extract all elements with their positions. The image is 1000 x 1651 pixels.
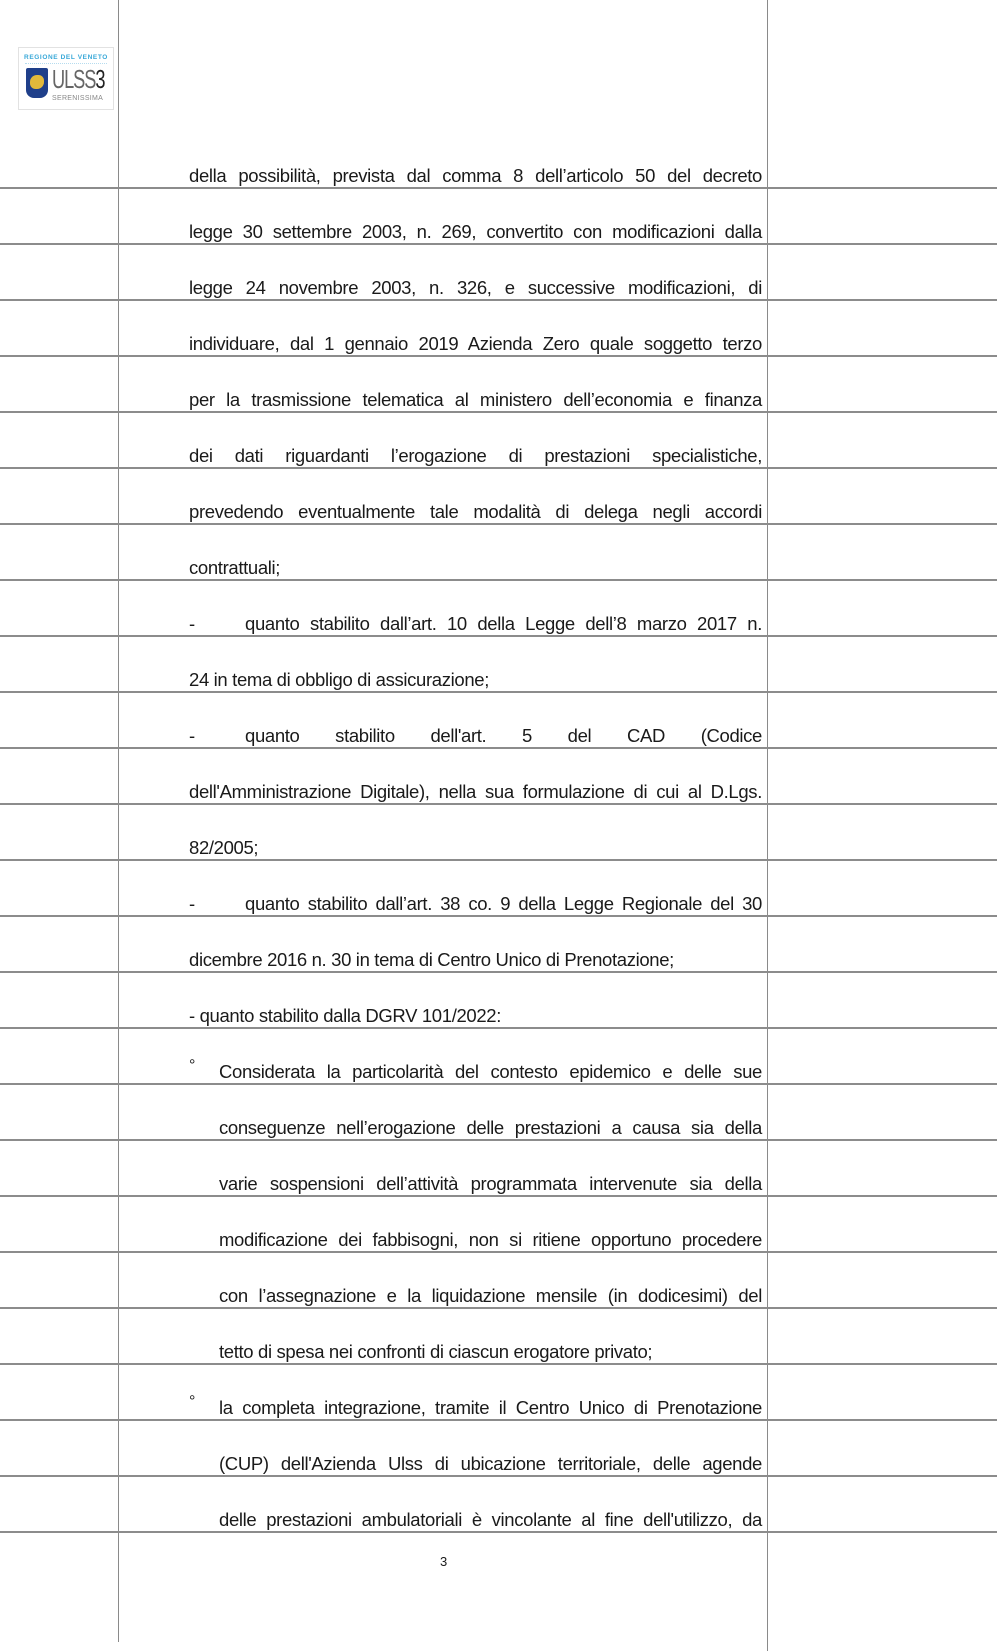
text-line: 24 in tema di obbligo di assicurazione; [189,669,490,690]
page-number: 3 [440,1554,448,1569]
lion-of-st-mark-icon [26,68,48,98]
list-dash: - [189,893,195,914]
text-line: legge 24 novembre 2003, n. 326, e successive modificazioni, di [189,277,762,298]
text-line: dell'Amministrazione Digitale), nella sua formulazione di cui al D.Lgs. [189,781,762,802]
text-line: 82/2005; [189,837,259,858]
logo-number: 3 [95,64,105,94]
left-margin-line [118,0,119,1642]
ulss3-logo [18,47,114,110]
text-line: dicembre 2016 n. 30 in tema di Centro Unico di Prenotazione; [189,949,674,970]
text-line: - quanto stabilito dell'art. 5 del CAD (Codice [189,725,762,746]
text-line: - quanto stabilito dall’art. 10 della Legge dell’8 marzo 2017 n. [189,613,762,634]
logo-name-text: ULSS [52,64,96,94]
text-line: per la trasmissione telematica al ministero dell’economia e finanza [189,389,762,410]
text-line: con l’assegnazione e la liquidazione mensile (in dodicesimi) del [219,1285,762,1306]
logo-name [52,64,104,95]
text-line: contrattuali; [189,557,281,578]
text-line: dei dati riguardanti l’erogazione di prestazioni specialistiche, [189,445,762,466]
text-line: la completa integrazione, tramite il Centro Unico di Prenotazione [219,1397,762,1418]
text-line: modificazione dei fabbisogni, non si ritiene opportuno procedere [219,1229,762,1250]
text-line: tetto di spesa nei confronti di ciascun erogatore privato; [219,1341,653,1362]
logo-region-text: REGIONE DEL VENETO [24,54,108,61]
list-dash: - [189,725,195,746]
right-margin-line [767,0,768,1651]
text-line: delle prestazioni ambulatoriali è vincolante al fine dell'utilizzo, da [219,1509,762,1530]
text-line: - quanto stabilito dall’art. 38 co. 9 della Legge Regionale del 30 [189,893,762,914]
text-line: prevedendo eventualmente tale modalità di delega negli accordi [189,501,762,522]
bullet-marker: ° [189,1393,196,1410]
text-line: Considerata la particolarità del contesto epidemico e delle sue [219,1061,762,1082]
list-dash: - [189,613,195,634]
bullet-marker: ° [189,1057,196,1074]
text-line: della possibilità, prevista dal comma 8 dell’articolo 50 del decreto [189,165,762,186]
text-line: conseguenze nell’erogazione delle prestazioni a causa sia della [219,1117,762,1138]
text-line: varie sospensioni dell’attività programmata intervenute sia della [219,1173,762,1194]
text-line: individuare, dal 1 gennaio 2019 Azienda Zero quale soggetto terzo [189,333,762,354]
text-line: legge 30 settembre 2003, n. 269, convertito con modificazioni dalla [189,221,762,242]
text-line: - quanto stabilito dalla DGRV 101/2022: [189,1005,502,1026]
text-line: (CUP) dell'Azienda Ulss di ubicazione territoriale, delle agende [219,1453,762,1474]
logo-subtitle: SERENISSIMA [52,95,104,102]
